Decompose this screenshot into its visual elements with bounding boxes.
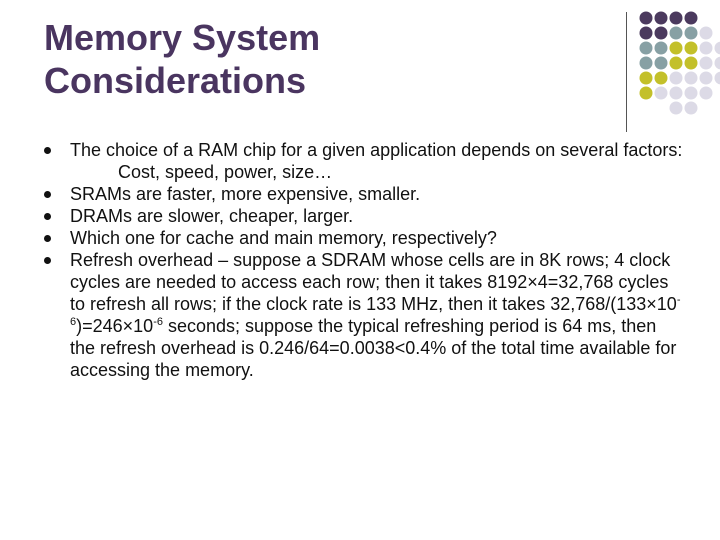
bullet-text: SRAMs are faster, more expensive, smaller. [70, 184, 421, 204]
exponent: -6 [153, 316, 163, 328]
slide-title [44, 16, 604, 102]
decorative-divider [626, 12, 627, 132]
sub-bullet-text: Cost, speed, power, size… [118, 162, 333, 182]
list-item [44, 205, 684, 227]
bullet-list [44, 139, 684, 381]
refresh-text-2: )=246×10 [76, 316, 154, 336]
title-line-2: Considerations [44, 60, 307, 102]
list-item [44, 249, 684, 381]
bullet-icon [44, 191, 51, 198]
decorative-dot [670, 72, 683, 85]
decorative-dot [655, 42, 668, 55]
decorative-dot [685, 87, 698, 100]
decorative-dot [670, 42, 683, 55]
bullet-text: DRAMs are slower, cheaper, larger. [70, 206, 354, 226]
decorative-dot [670, 102, 683, 115]
decorative-dot [655, 27, 668, 40]
bullet-text [70, 250, 680, 380]
decorative-dot [640, 72, 653, 85]
decorative-dot [700, 27, 713, 40]
decorative-dot [655, 72, 668, 85]
decorative-dot [655, 57, 668, 70]
bullet-icon [44, 235, 51, 242]
decorative-dot [685, 57, 698, 70]
refresh-text-3: seconds; suppose the typical refreshing period is 64 ms, then the refresh overhead is 0.246/64=0.0038<0.4% of the total time available for accessing the memory. [70, 316, 677, 380]
bullet-icon [44, 257, 51, 264]
decorative-dot [685, 42, 698, 55]
decorative-dot [715, 72, 720, 85]
bullet-text: The choice of a RAM chip for a given application depends on several factors: [70, 140, 683, 160]
bullet-text: Which one for cache and main memory, respectively? [70, 228, 497, 248]
decorative-dot [670, 12, 683, 25]
title-line-1: Memory System [44, 17, 321, 58]
decorative-dot [685, 27, 698, 40]
list-item [44, 183, 684, 205]
decorative-dot [640, 27, 653, 40]
decorative-dot [685, 12, 698, 25]
decorative-dot [685, 72, 698, 85]
list-item [44, 227, 684, 249]
decorative-dot [700, 57, 713, 70]
decorative-dot [640, 12, 653, 25]
decorative-dot [700, 87, 713, 100]
decorative-dot [640, 42, 653, 55]
decorative-dot [640, 57, 653, 70]
refresh-text-1: Refresh overhead – suppose a SDRAM whose cells are in 8K rows; 4 clock cycles are needed to access each row; then it takes 8192×4=32,768 cycles to refresh all rows; if the clock rate is 133 MHz, then it takes 32,768/(133×10 [70, 250, 677, 314]
decorative-dot [655, 87, 668, 100]
decorative-dot [700, 72, 713, 85]
decorative-dot-grid [638, 10, 720, 120]
decorative-dot [655, 12, 668, 25]
decorative-dot [715, 57, 720, 70]
decorative-dot [640, 87, 653, 100]
decorative-dot [685, 102, 698, 115]
decorative-dot [670, 87, 683, 100]
list-item [44, 139, 684, 183]
exponent: -6 [70, 294, 681, 328]
decorative-dot [700, 42, 713, 55]
decorative-dot [670, 27, 683, 40]
bullet-icon [44, 213, 51, 220]
bullet-icon [44, 147, 51, 154]
decorative-dot [715, 42, 720, 55]
decorative-dot [670, 57, 683, 70]
